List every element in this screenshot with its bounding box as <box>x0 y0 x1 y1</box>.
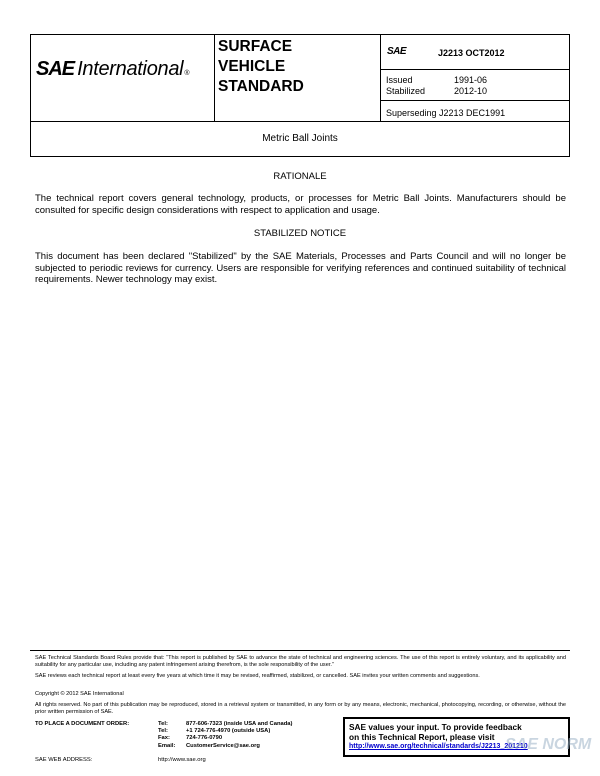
customer-service-email[interactable]: CustomerService@sae.org <box>186 742 260 749</box>
standard-type-line-1: SURFACE <box>218 38 293 55</box>
issued-label: Issued <box>386 75 413 85</box>
document-title: Metric Ball Joints <box>262 133 338 144</box>
contact-row: Fax: 724-776-0790 <box>158 735 223 742</box>
feedback-line-2: on this Technical Report, please visit <box>349 732 495 742</box>
contact-row: Tel: 877-606-7323 (inside USA and Canada) <box>158 721 293 727</box>
document-title-box <box>30 121 570 157</box>
logo-sae-text: SAE <box>36 58 75 80</box>
header-divider-left <box>214 35 215 121</box>
feedback-link[interactable]: http://www.sae.org/technical/standards/J2213_201210 <box>349 743 528 750</box>
web-address-label: SAE WEB ADDRESS: <box>35 757 93 763</box>
contact-list <box>158 721 338 750</box>
contact-row: Email: CustomerService@sae.org <box>158 742 260 749</box>
review-policy-text: SAE reviews each technical report at least every five years at which time it may be revised, reaffirmed, stabilized, or cancelled. SAE invites your written comments and suggestions. <box>35 673 480 679</box>
web-address-link[interactable]: http://www.sae.org <box>158 757 206 763</box>
standard-type-title <box>218 37 304 97</box>
issued-value: 1991-06 <box>454 75 488 85</box>
header-rule-id <box>380 69 569 70</box>
superseding-text: Superseding J2213 DEC1991 <box>386 108 506 118</box>
stabilized-notice-text: This document has been declared "Stabilized" by the SAE Materials, Processes and Parts Council and will no longer be subjected to periodic reviews for currency. Users are responsible for verifying references and continued suitability of technical requirements. Newer technology may exist. <box>35 251 566 285</box>
feedback-line-1: SAE values your input. To provide feedback <box>349 722 522 732</box>
copyright-text: Copyright © 2012 SAE International <box>35 691 124 697</box>
stabilized-label: Stabilized <box>386 86 426 96</box>
rationale-text: The technical report covers general technology, products, or processes for Metric Ball Joints. Manufacturers should be consulted for specific design considerations with respect to application and usage. <box>35 193 566 216</box>
stabilized-notice-heading: STABILIZED NOTICE <box>253 228 347 239</box>
board-rules-text: SAE Technical Standards Board Rules provide that: “This report is published by SAE to advance the state of technical and engineering sciences. The use of this report is entirely voluntary, and its applicability and suitability for any particular use, including any patent infringement arising therefrom, is the sole responsibility of the user.” <box>35 655 566 668</box>
sae-mark: SAE <box>387 46 407 57</box>
order-label: TO PLACE A DOCUMENT ORDER: <box>35 721 130 727</box>
stabilized-value: 2012-10 <box>454 86 488 96</box>
rights-text: All rights reserved. No part of this publication may be reproduced, stored in a retrieval system or transmitted, in any form or by any means, electronic, mechanical, photocopying, recording, or otherwise, without the prior written permission of SAE. <box>35 702 566 715</box>
sae-norm-watermark: SAE NORM <box>505 736 592 753</box>
standard-type-line-3: STANDARD <box>218 78 304 95</box>
sae-international-logo <box>36 58 189 81</box>
standard-type-line-2: VEHICLE <box>218 58 286 75</box>
rationale-heading: RATIONALE <box>273 171 327 182</box>
contact-row: Tel: +1 724-776-4970 (outside USA) <box>158 728 271 735</box>
header-divider-right <box>380 35 381 121</box>
logo-international-text: International <box>77 58 184 80</box>
logo-registered-mark: ® <box>184 70 190 77</box>
document-id: J2213 OCT2012 <box>438 48 505 58</box>
footer-divider <box>30 650 570 651</box>
header-rule-superseding <box>380 100 569 101</box>
